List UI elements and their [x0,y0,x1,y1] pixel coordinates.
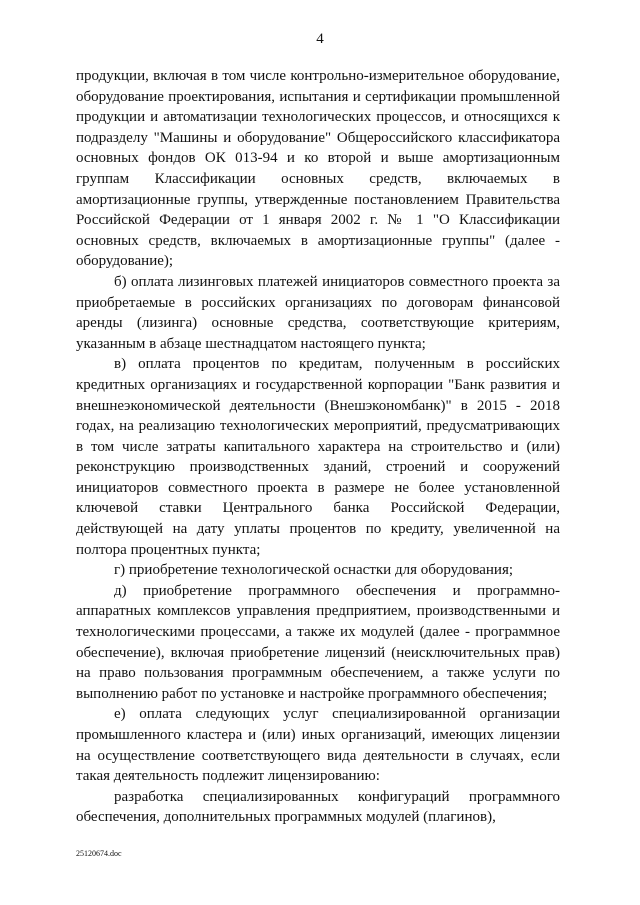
document-code: 25120674.doc [76,849,122,858]
paragraph-continuation: продукции, включая в том числе контрольно-измерительное оборудование, оборудование проектирования, испытания и сертификации промышленной продукции и автоматизации технологических процессов, и относящихся к подразделу "Машины и оборудование" Общероссийского классификатора основных фондов ОК 013-94 и ко второй и выше амортизационным группам Классификации основных средств, включаемых в амортизационные группы, утвержденные постановлением Правительства Российской Федерации от 1 января 2002 г. № 1 "О Классификации основных средств, включаемых в амортизационные группы" (далее - оборудование); [76,68,560,270]
page-number: 4 [316,31,324,47]
paragraph-item-e: е) оплата следующих услуг специализированной организации промышленного кластера и (или) иных организаций, имеющих лицензии на осуществление соответствующего вида деятельности в случаях, если такая деятельность подлежит лицензированию: [76,706,560,785]
paragraph-item-g: г) приобретение технологической оснастки для оборудования; [114,562,514,579]
document-body [76,66,560,828]
paragraph-item-b: б) оплата лизинговых платежей инициаторов совместного проекта за приобретаемые в российских организациях по договорам финансовой аренды (лизинга) основные средства, соответствующие критериям, указанным в абзаце шестнадцатом настоящего пункта; [76,273,560,352]
paragraph-item-d: д) приобретение программного обеспечения и программно-аппаратных комплексов управления предприятием, производственными и технологическими процессами, а также их модулей (далее - программное обеспечение), включая приобретение лицензий (неисключительных прав) на право пользования программным обеспечением, а также услуги по выполнению работ по установке и настройке программного обеспечения; [76,582,560,702]
paragraph-development: разработка специализированных конфигураций программного обеспечения, дополнительных программных модулей (плагинов), [76,788,560,826]
paragraph-item-v: в) оплата процентов по кредитам, полученным в российских кредитных организациях и государственной корпорации "Банк развития и внешнеэкономической деятельности (Внешэкономбанк)" в 2015 - 2018 годах, на реализацию технологических мероприятий, предусматривающих в том числе затраты капитального характера на строительство и (или) реконструкцию производственных зданий, строений и сооружений инициаторов совместного проекта в размере не более установленной ключевой ставки Центрального банка Российской Федерации, действующей на дату уплаты процентов по кредиту, увеличенной на полтора процентных пункта; [76,356,560,558]
